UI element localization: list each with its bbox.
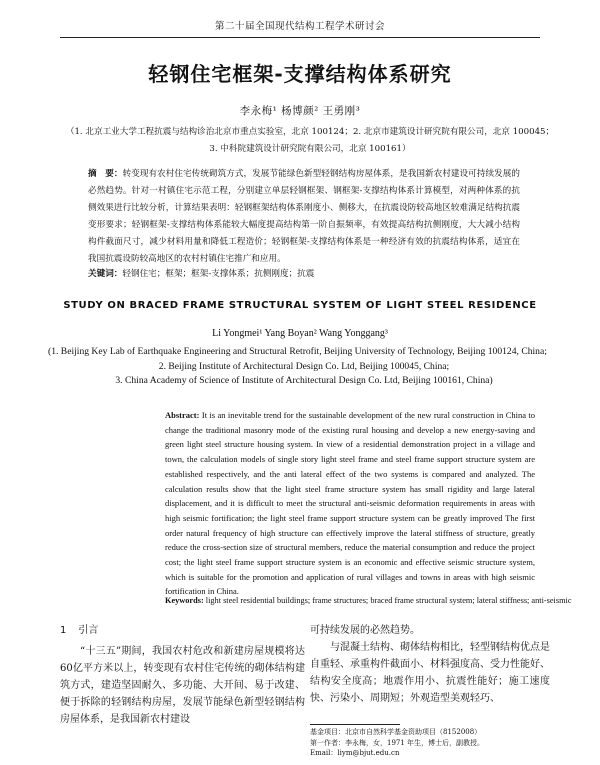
footnote-email: Email：liym@bjut.edu.cn xyxy=(310,749,400,757)
running-head: 第二十届全国现代结构工程学术研讨会 xyxy=(214,21,385,32)
affiliation-cn-line-2: 3. 中科院建筑设计研究院有限公司，北京 100161） xyxy=(209,144,411,154)
abstract-cn-label: 摘 要： xyxy=(88,169,123,179)
body-column-left xyxy=(60,622,305,728)
comparison-paragraph: 与混凝土结构、砌体结构相比，轻型钢结构优点是自重轻、承重构件截面小、材料强度高、受力性能好、结构安全度高；地震作用小、抗震性能好；施工速度快、污染小、周期短；外观造型美观轻巧、 xyxy=(310,642,550,704)
affiliation-en-line-2: 2. Beijing Institute of Architectural Design Co. Ltd, Beijing 100045, China; xyxy=(158,360,450,372)
affiliations-cn xyxy=(60,124,560,158)
abstract-cn-text: 转变现有农村住宅传统砌筑方式，发展节能绿色新型轻钢结构房屋体系，是我国新农村建设可持续发展的必然趋势。针对一村镇住宅示范工程，分别建立单层轻钢框架、钢框架-支撑结构体系计算模型，对两种体系的抗侧效果进行比较分析，计算结果表明：轻钢框架结构体系刚度小、侧移大，在抗震设防较高地区较难满足结构抗震变形要求；轻钢框架-支撑结构体系能较大幅度提高结构第一阶自振频率，有效提高结构抗侧刚度，大大减小结构构件截面尺寸，减少材料用量和降低工程造价；轻钢框架-支撑结构体系是一种经济有效的抗震结构体系，适宜在我国抗震设防较高地区的农村村镇住宅推广和应用。 xyxy=(88,169,520,264)
abstract-en-text: It is an inevitable trend for the sustainable development of the new rural construction in China to change the traditional masonry mode of the existing rural housing and develop a new energy-saving and green light steel structure housing system. In view of a residential demonstration project in a village and town, the calculation models of single story light steel frame and steel frame support structure system are established respectively, and the anti lateral effect of the two systems is compared and analyzed. The calculation results show that the light steel frame structure system has small rigidity and large lateral displacement, and it is difficult to meet the structural anti-seismic deformation requirements in areas with high seismic fortification; the light steel frame support structure system can be greatly improved The first order natural frequency of high structure can effectively improve the lateral stiffness of structure, greatly reduce the cross-section size of structural members, reduce the material consumption and reduce the project cost; the light steel frame support structure system is an economic and effective seismic structure system, which is suitable for the promotion and application of rural villages and towns in areas with high seismic fortification in China. xyxy=(165,410,535,597)
footnote xyxy=(310,727,550,759)
intro-paragraph: “十三五”期间，我国农村危改和新建房屋规模将达60亿平方米以上，转变现有农村住宅传统的砌体结构建筑方式，建造坚固耐久、多功能、大开间、易于改建、便于拆除的轻钢结构房屋，发展节能绿色新型轻钢结构房屋体系，是我国新农村建设 xyxy=(60,646,305,725)
footnote-rule xyxy=(310,724,400,725)
abstract-en xyxy=(165,408,535,599)
authors-en: Li Yongmei¹ Yang Boyan² Wang Yonggang³ xyxy=(212,328,388,339)
paper-title-en: STUDY ON BRACED FRAME STRUCTURAL SYSTEM OF LIGHT STEEL RESIDENCE xyxy=(63,300,537,311)
affiliation-cn-line-1: （1. 北京工业大学工程抗震与结构诊治北京市重点实验室，北京 100124；2. 北京市建筑设计研究院有限公司，北京 100045； xyxy=(65,127,555,137)
body-column-right xyxy=(310,622,550,707)
keywords-cn-label: 关键词： xyxy=(88,269,123,279)
keywords-en-label: Keywords: xyxy=(165,596,204,605)
abstract-en-label: Abstract: xyxy=(165,410,200,420)
header-rule xyxy=(60,37,540,38)
keywords-cn xyxy=(88,267,520,281)
intro-continuation: 可持续发展的必然趋势。 xyxy=(310,625,420,636)
footnote-author: 第一作者：李永梅，女，1971 年生，博士后，副教授。 xyxy=(310,738,485,747)
abstract-cn xyxy=(88,166,520,268)
keywords-en-text: light steel residential buildings; frame structures; braced frame structural system; lateral stiffness; anti-seismic xyxy=(205,596,572,605)
affiliation-en-line-1: (1. Beijing Key Lab of Earthquake Engineering and Structural Retrofit, Beijing University of Technology, Beijing 100124, China; xyxy=(48,346,547,357)
affiliations-en xyxy=(48,345,560,389)
paper-title-cn: 轻钢住宅框架-支撑结构体系研究 xyxy=(148,62,452,86)
affiliation-en-line-3: 3. China Academy of Science of Institute of Architectural Design Co. Ltd, Beijing 100161, China) xyxy=(115,375,493,386)
footnote-fund: 基金项目：北京市自然科学基金资助项目（8152008） xyxy=(310,728,482,736)
section-heading xyxy=(60,622,305,639)
keywords-cn-text: 轻钢住宅；框架；框架-支撑体系；抗侧刚度；抗震 xyxy=(122,269,315,279)
section-title: 引言 xyxy=(78,625,99,636)
authors-cn: 李永梅¹ 杨博颜² 王勇刚³ xyxy=(239,105,361,117)
section-number: 1 xyxy=(60,625,67,636)
keywords-en xyxy=(165,594,572,607)
